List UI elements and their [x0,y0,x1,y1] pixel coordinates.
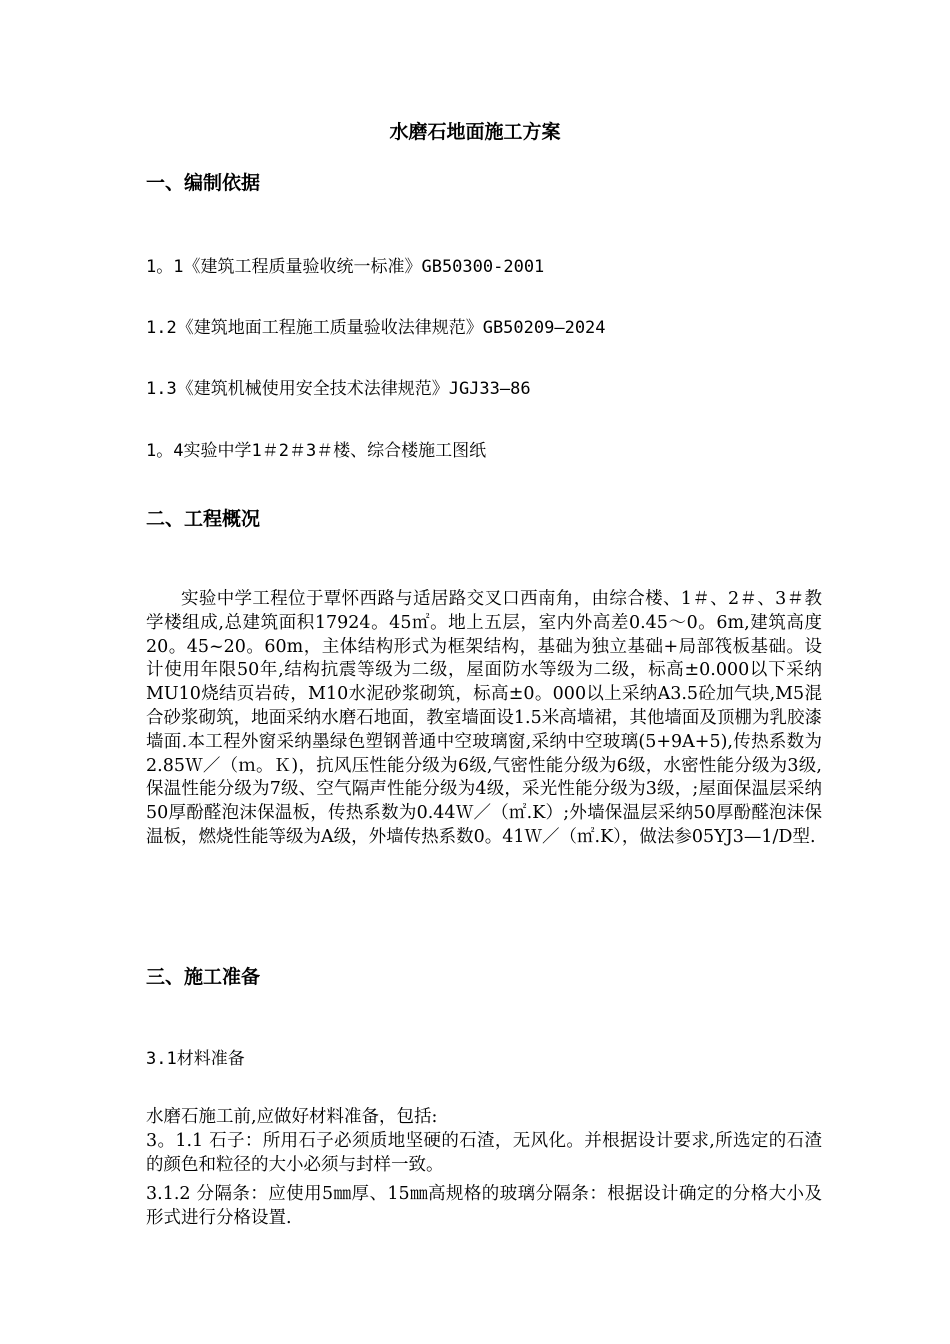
section-heading-overview: 二、工程概况 [146,508,261,530]
document-title: 水磨石地面施工方案 [389,121,561,143]
project-overview-paragraph: 实验中学工程位于覃怀西路与适居路交叉口西南角，由综合楼、1＃、2＃、3＃教学楼组成,总建筑面积17924。45㎡。地上五层，室内外高差0.45～0。6m,建筑高度20。45~20。60m，主体结构形式为框架结构，基础为独立基础+局部筏板基础。设计使用年限50年,结构抗震等级为二级，屋面防水等级为二级，标高±0.000以下采纳MU10烧结页岩砖，M10水泥砂浆砌筑，标高±0。000以上采纳A3.5砼加气块,M5混合砂浆砌筑，地面采纳水磨石地面，教室墙面设1.5米高墙裙，其他墙面及顶棚为乳胶漆墙面.本工程外窗采纳墨绿色塑钢普通中空玻璃窗,采纳中空玻璃(5+9A+5),传热系数为2.85Ｗ／（ｍ。Ｋ)，抗风压性能分级为6级,气密性能分级为6级，水密性能分级为3级,保温性能分级为7级、空气隔声性能分级为4级，采光性能分级为3级，;屋面保温层采纳50厚酚醛泡沫保温板，传热系数为0.44Ｗ／（㎡.K）;外墙保温层采纳50厚酚醛泡沫保温板，燃烧性能等级为A级，外墙传热系数0。41Ｗ／（㎡.K），做法参05YJ3—1/D型. [146,589,822,847]
reference-item: 1.3《建筑机械使用安全技术法律规范》JGJ33—86 [146,379,531,399]
materials-item-stones: 3。1.1 石子：所用石子必须质地坚硬的石渣，无风化。并根据设计要求,所选定的石渣的颜色和粒径的大小必须与封样一致。 [146,1131,822,1175]
materials-item-dividers: 3.1.2 分隔条：应使用5㎜厚、15㎜高规格的玻璃分隔条：根据设计确定的分格大小及形式进行分格设置. [146,1184,822,1228]
section-heading-preparation: 三、施工准备 [146,966,261,988]
subsection-heading-materials: 3.1材料准备 [146,1049,245,1069]
reference-item: 1。4实验中学1＃2＃3＃楼、综合楼施工图纸 [146,441,487,461]
reference-item: 1.2《建筑地面工程施工质量验收法律规范》GB50209—2024 [146,318,606,338]
section-heading-basis: 一、编制依据 [146,172,261,194]
reference-item: 1。1《建筑工程质量验收统一标准》GB50300-2001 [146,257,545,277]
materials-intro: 水磨石施工前,应做好材料准备，包括: [146,1107,438,1127]
